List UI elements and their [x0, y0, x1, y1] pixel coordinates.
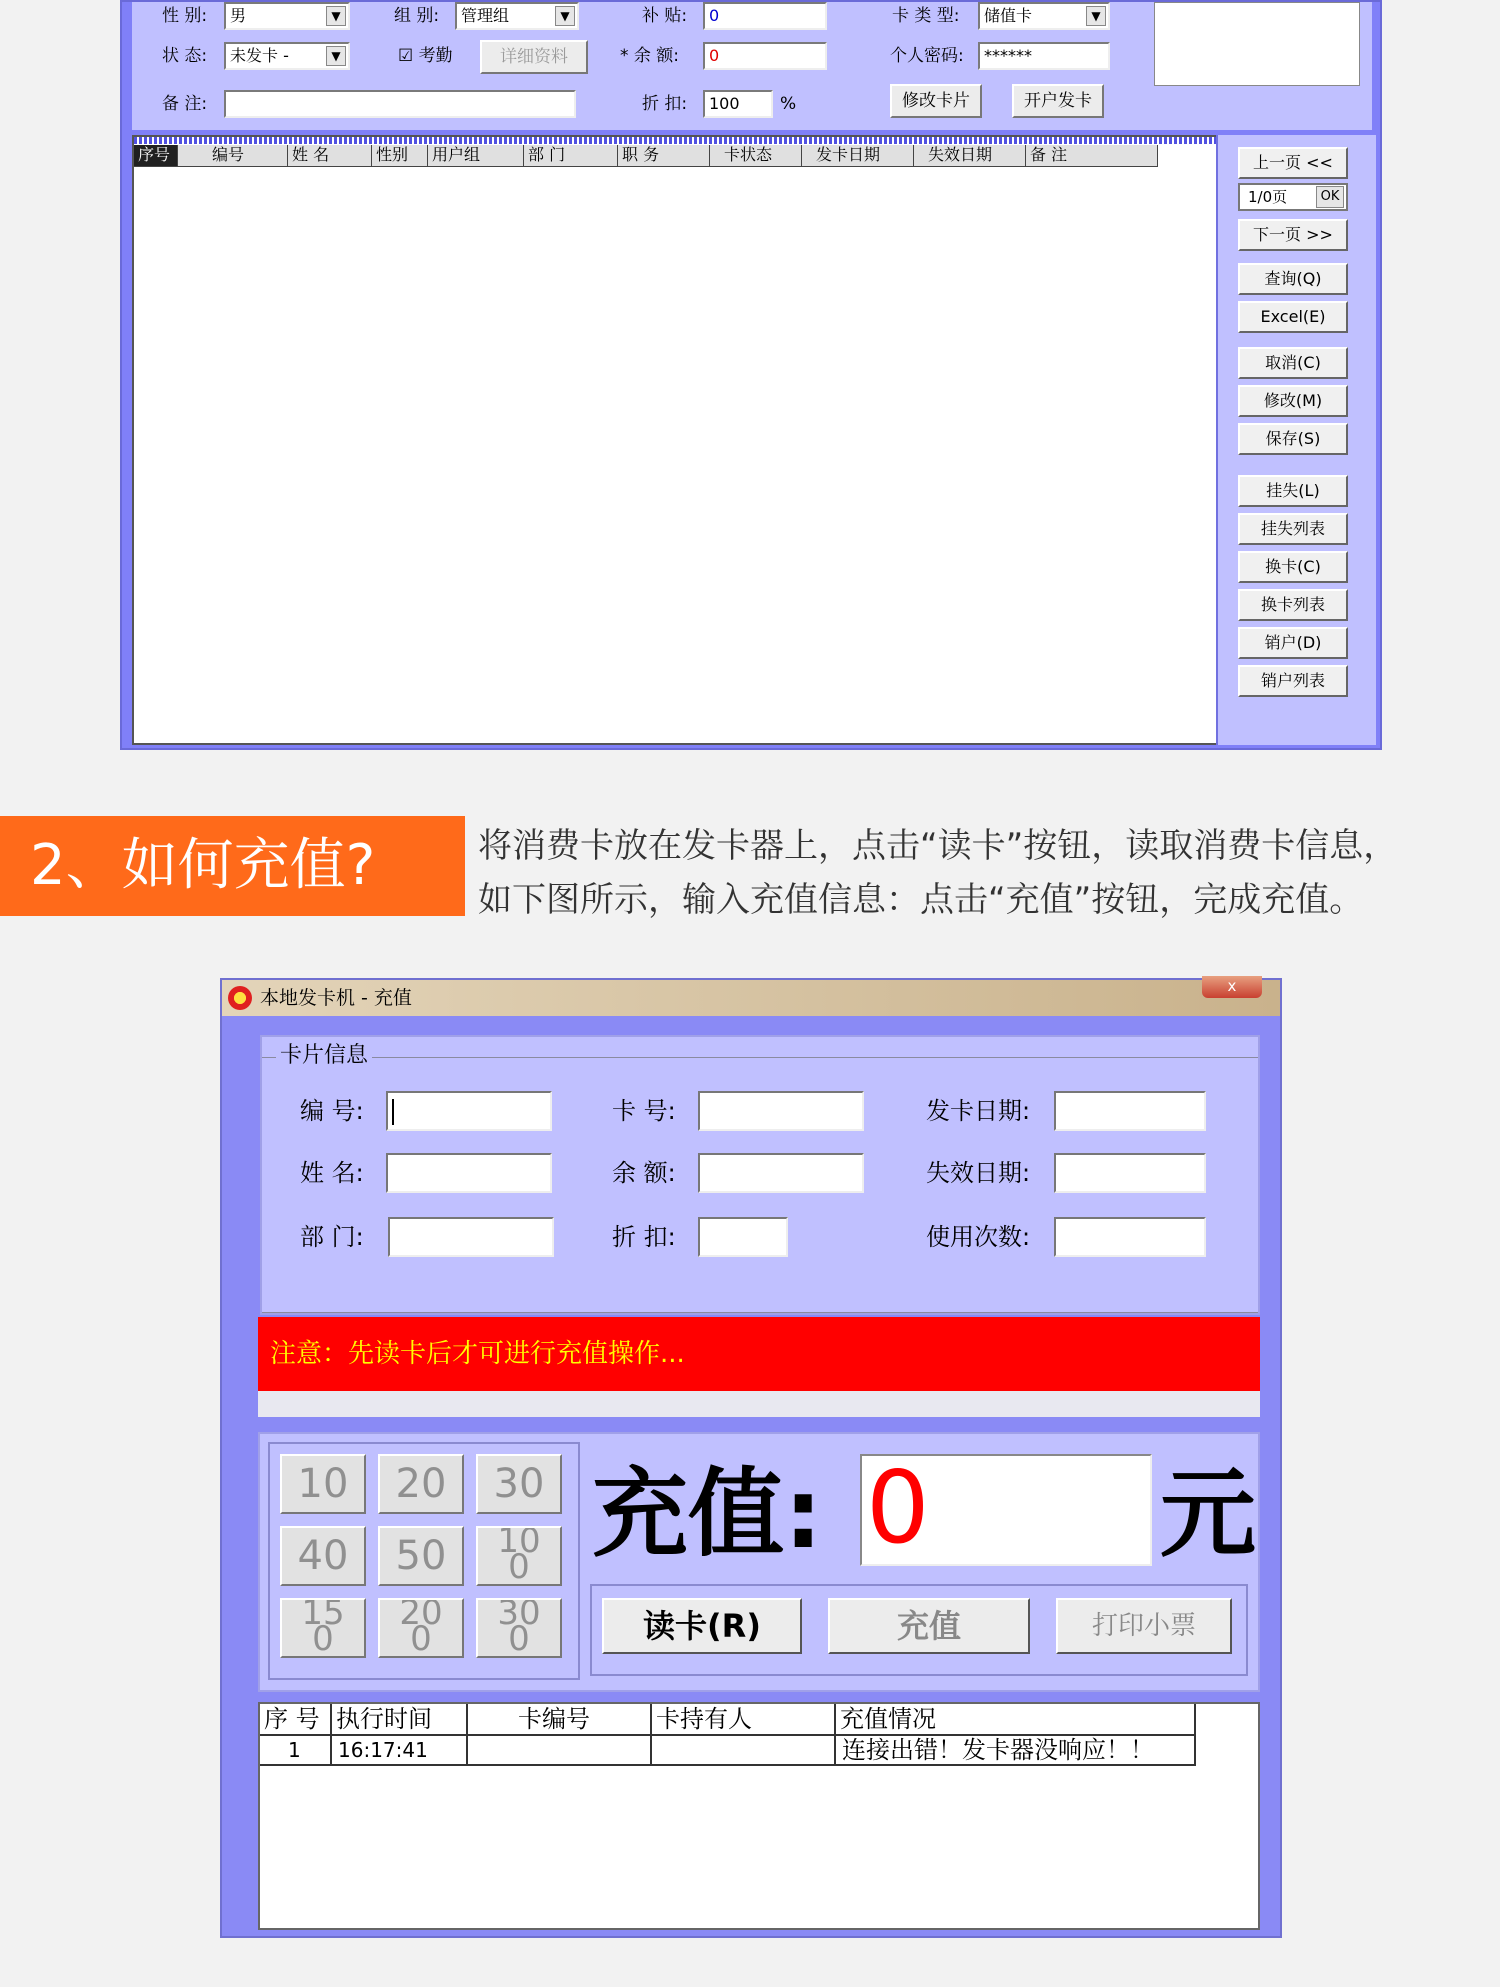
- grid-col-card-status[interactable]: 卡状态: [710, 145, 802, 167]
- balance-input[interactable]: [698, 1153, 864, 1193]
- log-header: [260, 1704, 1196, 1736]
- amount-button-300[interactable]: 300: [476, 1598, 562, 1658]
- group-label: 组 别:: [394, 6, 440, 26]
- page-number: 1/0页: [1248, 188, 1288, 206]
- grid-col-seq[interactable]: 序号: [134, 145, 178, 167]
- recharge-amount-label: 充值:: [592, 1458, 823, 1570]
- grid-col-number[interactable]: 编号: [178, 145, 288, 167]
- log-cell-card-no: [468, 1736, 652, 1766]
- subsidy-input[interactable]: 0: [703, 2, 827, 30]
- amount-button-40[interactable]: 40: [280, 1526, 366, 1586]
- log-col-card-no[interactable]: 卡编号: [468, 1704, 652, 1736]
- currency-unit: 元: [1160, 1458, 1256, 1570]
- card-type-label: 卡 类 型:: [892, 6, 960, 26]
- excel-button[interactable]: Excel(E): [1238, 301, 1348, 333]
- modify-button[interactable]: 修改(M): [1238, 385, 1348, 417]
- card-type-select[interactable]: [978, 2, 1110, 30]
- text-caret: [392, 1099, 394, 1125]
- status-label: 状 态:: [162, 46, 208, 66]
- subsidy-label: 补 贴:: [642, 6, 688, 26]
- grid-col-department[interactable]: 部 门: [524, 145, 618, 167]
- section-badge: 2、如何充值?: [0, 816, 465, 916]
- department-input[interactable]: [388, 1217, 554, 1257]
- card-list-grid[interactable]: [132, 135, 1230, 745]
- issue-date-input[interactable]: [1054, 1091, 1206, 1131]
- log-cell-holder: [652, 1736, 836, 1766]
- recharge-button[interactable]: 充值: [828, 1598, 1030, 1654]
- balance-label: * 余 额:: [620, 46, 680, 66]
- quick-amount-pad: [268, 1442, 580, 1680]
- side-button-panel: [1216, 135, 1376, 745]
- gender-select[interactable]: [224, 2, 350, 30]
- title-bar[interactable]: [222, 977, 1280, 1016]
- grid-col-gender[interactable]: 性别: [372, 145, 428, 167]
- notice-banner: 注意：先读卡后才可进行充值操作...: [258, 1317, 1260, 1391]
- log-col-status[interactable]: 充值情况: [836, 1704, 1196, 1736]
- read-card-label: 读卡(R): [643, 1607, 761, 1645]
- log-col-holder[interactable]: 卡持有人: [652, 1704, 836, 1736]
- issue-date-label: 发卡日期:: [926, 1097, 1031, 1125]
- expiry-date-label: 失效日期:: [926, 1159, 1031, 1187]
- card-info-panel: [260, 1035, 1260, 1315]
- loss-list-button[interactable]: 挂失列表: [1238, 513, 1348, 545]
- group-select[interactable]: [455, 2, 579, 30]
- photo-box: [1154, 2, 1360, 86]
- gender-value: 男: [230, 6, 247, 25]
- window-title: 本地发卡机 - 充值: [260, 987, 412, 1009]
- grid-col-issue-date[interactable]: 发卡日期: [802, 145, 914, 167]
- close-account-button[interactable]: 销户(D): [1238, 627, 1348, 659]
- details-button[interactable]: 详细资料: [480, 40, 588, 74]
- amount-button-50[interactable]: 50: [378, 1526, 464, 1586]
- gender-label: 性 别:: [162, 6, 208, 26]
- status-value: 未发卡 -: [230, 46, 289, 65]
- amount-button-100[interactable]: 100: [476, 1526, 562, 1586]
- replace-card-button[interactable]: 换卡(C): [1238, 551, 1348, 583]
- number-label: 编 号:: [300, 1097, 364, 1125]
- next-page-button[interactable]: 下一页 >>: [1238, 219, 1348, 251]
- replace-list-button[interactable]: 换卡列表: [1238, 589, 1348, 621]
- name-label: 姓 名:: [300, 1159, 364, 1187]
- app-logo-icon: [228, 986, 252, 1010]
- page-indicator: [1238, 183, 1348, 211]
- close-list-button[interactable]: 销户列表: [1238, 665, 1348, 697]
- table-row[interactable]: [260, 1736, 1196, 1766]
- log-col-time[interactable]: 执行时间: [332, 1704, 468, 1736]
- read-card-button[interactable]: [602, 1598, 802, 1654]
- grid-divider: [134, 137, 1228, 144]
- amount-button-150[interactable]: 150: [280, 1598, 366, 1658]
- progress-strip: [258, 1391, 1260, 1417]
- discount-label: 折 扣:: [612, 1223, 676, 1251]
- use-count-label: 使用次数:: [926, 1223, 1031, 1251]
- card-info-legend: 卡片信息: [276, 1043, 372, 1069]
- log-cell-seq: 1: [260, 1736, 332, 1766]
- amount-button-10[interactable]: 10: [280, 1454, 366, 1514]
- card-no-input[interactable]: [698, 1091, 864, 1131]
- recharge-window: [220, 978, 1282, 1938]
- percent-label: %: [780, 94, 797, 114]
- chevron-down-icon: ▼: [326, 46, 346, 66]
- amount-button-200[interactable]: 200: [378, 1598, 464, 1658]
- department-label: 部 门:: [300, 1223, 364, 1251]
- chevron-down-icon: ▼: [555, 6, 575, 26]
- remark-label: 备 注:: [162, 94, 208, 114]
- balance-label: 余 额:: [612, 1159, 676, 1187]
- use-count-input[interactable]: [1054, 1217, 1206, 1257]
- close-button[interactable]: x: [1202, 976, 1262, 998]
- query-button[interactable]: 查询(Q): [1238, 263, 1348, 295]
- group-value: 管理组: [461, 6, 510, 25]
- recharge-log-table[interactable]: [258, 1702, 1260, 1930]
- card-type-value: 储值卡: [984, 6, 1033, 25]
- log-cell-time: 16:17:41: [332, 1736, 468, 1766]
- recharge-amount-input[interactable]: 0: [860, 1454, 1152, 1566]
- attendance-checkbox[interactable]: ☑ 考勤: [398, 46, 453, 66]
- balance-input[interactable]: 0: [703, 42, 827, 70]
- chevron-down-icon: ▼: [326, 6, 346, 26]
- grid-col-name[interactable]: 姓 名: [288, 145, 372, 167]
- expiry-date-input[interactable]: [1054, 1153, 1206, 1193]
- chevron-down-icon: ▼: [1086, 6, 1106, 26]
- pin-input[interactable]: ******: [978, 42, 1110, 70]
- discount-input[interactable]: 100: [703, 90, 773, 118]
- name-input[interactable]: [386, 1153, 552, 1193]
- grid-col-group[interactable]: 用户组: [428, 145, 524, 167]
- amount-button-30[interactable]: 30: [476, 1454, 562, 1514]
- section-text-line1: 将消费卡放在发卡器上，点击“读卡”按钮，读取消费卡信息，: [478, 826, 1398, 866]
- grid-col-expiry-date[interactable]: 失效日期: [914, 145, 1026, 167]
- grid-col-position[interactable]: 职 务: [618, 145, 710, 167]
- modify-card-button[interactable]: 修改卡片: [890, 84, 982, 118]
- number-input[interactable]: [386, 1091, 552, 1131]
- pin-label: 个人密码:: [890, 46, 964, 66]
- section-text-line2: 如下图所示，输入充值信息：点击“充值”按钮，完成充值。: [478, 880, 1364, 920]
- recharge-panel: [258, 1432, 1260, 1692]
- action-bar: [590, 1584, 1248, 1676]
- card-management-window: [120, 0, 1382, 750]
- discount-input[interactable]: [698, 1217, 788, 1257]
- amount-button-20[interactable]: 20: [378, 1454, 464, 1514]
- discount-label: 折 扣:: [642, 94, 688, 114]
- status-select[interactable]: [224, 42, 350, 70]
- grid-col-remark[interactable]: 备 注: [1026, 145, 1158, 167]
- card-form-panel: [132, 2, 1372, 130]
- grid-header: [134, 145, 1158, 167]
- open-account-button[interactable]: 开户发卡: [1012, 84, 1104, 118]
- prev-page-button[interactable]: 上一页 <<: [1238, 147, 1348, 179]
- print-receipt-button[interactable]: 打印小票: [1056, 1598, 1232, 1654]
- log-col-seq[interactable]: 序 号: [260, 1704, 332, 1736]
- page-ok-button[interactable]: OK: [1316, 186, 1344, 208]
- save-button[interactable]: 保存(S): [1238, 423, 1348, 455]
- remark-input[interactable]: [224, 90, 576, 118]
- cancel-button[interactable]: 取消(C): [1238, 347, 1348, 379]
- report-loss-button[interactable]: 挂失(L): [1238, 475, 1348, 507]
- card-no-label: 卡 号:: [612, 1097, 676, 1125]
- log-cell-status: 连接出错！发卡器没响应！！: [836, 1736, 1196, 1766]
